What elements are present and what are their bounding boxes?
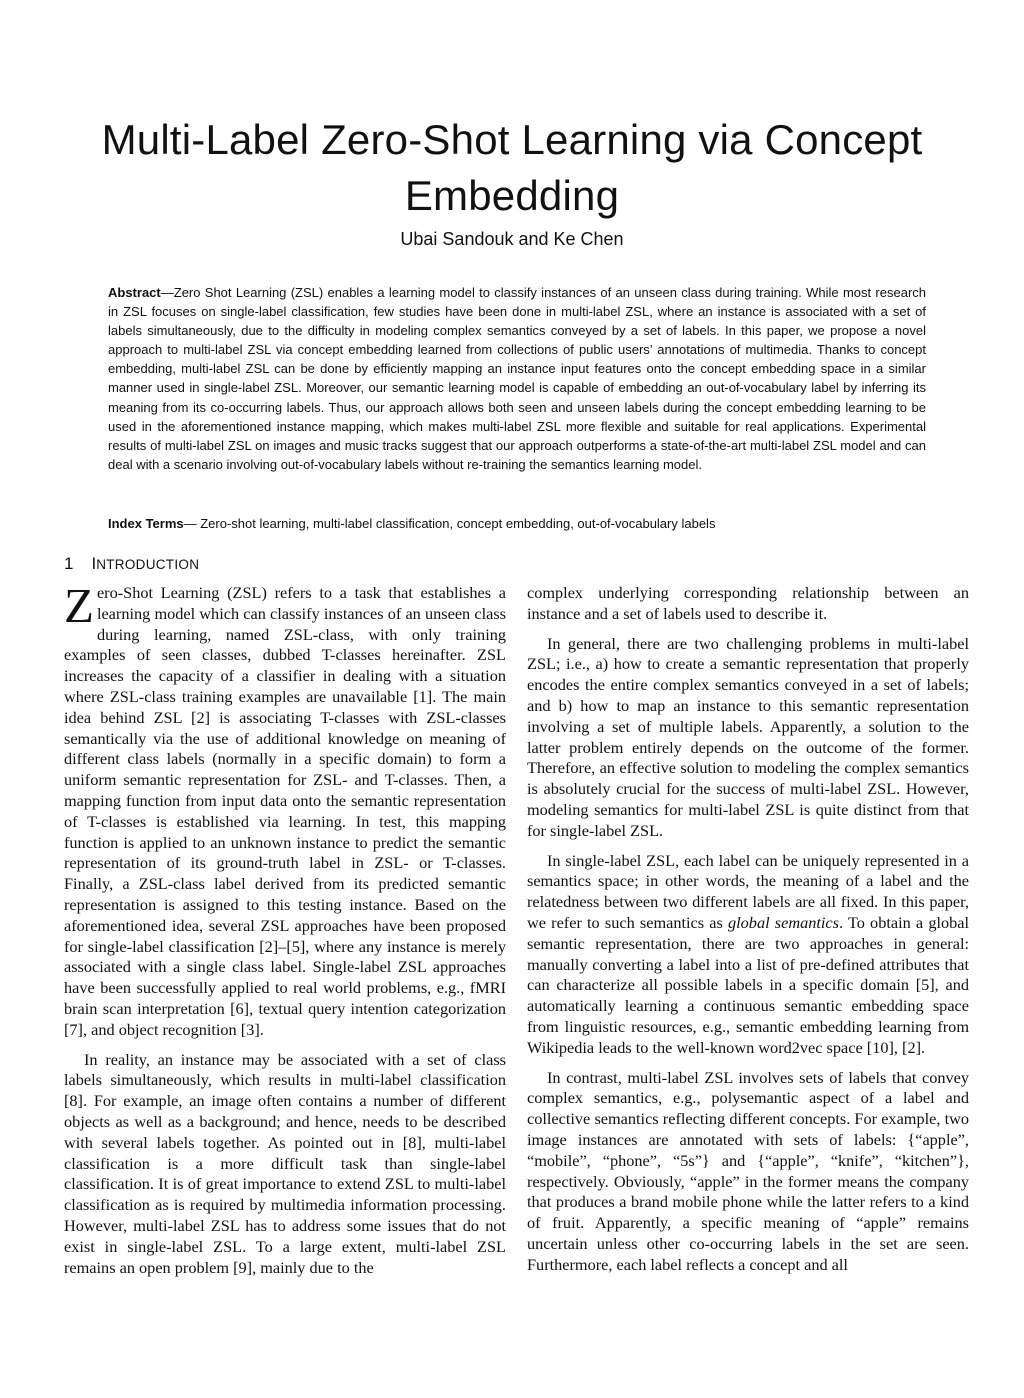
global-semantics-term: global semantics xyxy=(728,912,839,932)
drop-cap: Z xyxy=(64,578,94,633)
intro-paragraph-4-after: . To obtain a global semantic representation, there are two approaches in general: manually converting a label into a list of pre-defined attributes that can characterize all possible labels in a specific domain [5], and automatically learning a continuous semantic embedding space from linguistic resources, e.g., semantic embedding learning from Wikipedia leads to the well-known word2vec space [10], [2]. xyxy=(527,912,970,1057)
section-heading-introduction xyxy=(64,553,199,576)
intro-paragraph-5: In contrast, multi-label ZSL involves sets of labels that convey complex semantics, e.g., polysemantic aspect of a label and collective semantics reflecting different concepts. For example, two image instances are annotated with sets of labels: {“apple”, “mobile”, “phone”, “5s”} and {“apple”, “knife”, “kitchen”}, respectively. Obviously, “apple” in the former means the company that produces a brand mobile phone while the latter refers to a kind of fruit. Apparently, a specific meaning of “apple” remains uncertain unless other co-occurring labels in the set are seen. Furthermore, each label reflects a concept and all xyxy=(527,1067,969,1274)
intro-paragraph-1 xyxy=(64,578,506,1041)
section-title-rest: NTRODUCTION xyxy=(96,557,200,572)
paper-authors: Ubai Sandouk and Ke Chen xyxy=(400,229,624,249)
index-terms xyxy=(108,514,926,533)
intro-paragraph-2: In reality, an instance may be associated with a set of class labels simultaneously, which results in multi-label classification [8]. For example, an image often contains a number of different objects as well as a background; and hence, needs to be described with several labels together. As pointed out in [8], multi-label classification is a more difficult task than single-label classification. It is of great importance to extend ZSL to multi-label classification as is required by multimedia information processing. However, multi-label ZSL has to address some issues that do not exist in single-label ZSL. To a large extent, multi-label ZSL remains an open problem [9], mainly due to the xyxy=(64,1049,506,1277)
index-terms-label: Index Terms xyxy=(108,516,184,531)
intro-paragraph-3: In general, there are two challenging problems in multi-label ZSL; i.e., a) how to create a semantic representation that properly encodes the entire complex semantics conveyed in a set of labels; and b) how to map an instance to this semantic representation involving a set of multiple labels. Apparently, a solution to the latter problem entirely depends on the outcome of the former. Therefore, an effective solution to modeling the complex semantics is absolutely crucial for the success of multi-label ZSL. However, modeling semantics for multi-label ZSL is quite distinct from that for single-label ZSL. xyxy=(527,633,969,840)
intro-paragraph-continued: complex underlying corresponding relationship between an instance and a set of labels used to describe it. xyxy=(527,583,969,623)
right-column xyxy=(527,583,969,1285)
section-number: 1 xyxy=(64,554,74,573)
intro-paragraph-4-before: In single-label ZSL, each label can be uniquely represented in a semantics space; in other words, the meaning of a label and the relatedness between two different labels are all fixed. In this paper, we refer to such semantics as xyxy=(527,850,969,932)
section-title-initial: I xyxy=(91,554,97,573)
intro-paragraph-4 xyxy=(527,851,969,1059)
abstract-label: Abstract xyxy=(108,285,161,300)
paper-title: Multi-Label Zero-Shot Learning via Concept Embedding xyxy=(101,116,923,219)
left-column xyxy=(64,578,506,1287)
abstract-text: —Zero Shot Learning (ZSL) enables a learning model to classify instances of an unseen class during training. While most research in ZSL focuses on single-label classification, few studies have been done in multi-label ZSL, where an instance is associated with a set of labels simultaneously, due to the difficulty in modeling complex semantics conveyed by a set of labels. In this paper, we propose a novel approach to multi-label ZSL via concept embedding learned from collections of public users’ annotations of multimedia. Thanks to concept embedding, multi-label ZSL can be done by efficiently mapping an instance input features onto the concept embedding space in a similar manner used in single-label ZSL. Moreover, our semantic learning model is capable of embedding an out-of-vocabulary label by inferring its meaning from its co-occurring labels. Thus, our approach allows both seen and unseen labels during the concept embedding learning to be used in the aforementioned instance mapping, which makes multi-label ZSL more flexible and suitable for real applications. Experimental results of multi-label ZSL on images and music tracks suggest that our approach outperforms a state-of-the-art multi-label ZSL model and can deal with a scenario involving out-of-vocabulary labels without re-training the semantics learning model. xyxy=(108,285,926,472)
index-terms-text: — Zero-shot learning, multi-label classification, concept embedding, out-of-vocabulary labels xyxy=(183,516,716,531)
abstract xyxy=(108,283,926,474)
intro-paragraph-1-text: ero-Shot Learning (ZSL) refers to a task that establishes a learning model which can classify instances of an unseen class during learning, named ZSL-class, with only training examples of seen classes, dubbed T-classes hereinafter. ZSL increases the capacity of a classifier in dealing with a situation where ZSL-class training examples are unavailable [1]. The main idea behind ZSL [2] is associating T-classes with ZSL-classes semantically via the use of additional knowledge on meaning of different class labels (normally in a specific domain) to form a uniform semantic representation for ZSL- and T-classes. Then, a mapping function from input data onto the semantic representation of T-classes is established via learning. In test, this mapping function is applied to an unknown instance to predict the semantic representation of its ground-truth label in ZSL- or T-classes. Finally, a ZSL-class label derived from its predicted semantic representation is assigned to this testing instance. Based on the aforementioned idea, several ZSL approaches have been proposed for single-label classification [2]–[5], where any instance is merely associated with a single class label. Single-label ZSL approaches have been successfully applied to real world problems, e.g., fMRI brain scan interpretation [6], textual query intention categorization [7], and object recognition [3]. xyxy=(64,583,506,1039)
